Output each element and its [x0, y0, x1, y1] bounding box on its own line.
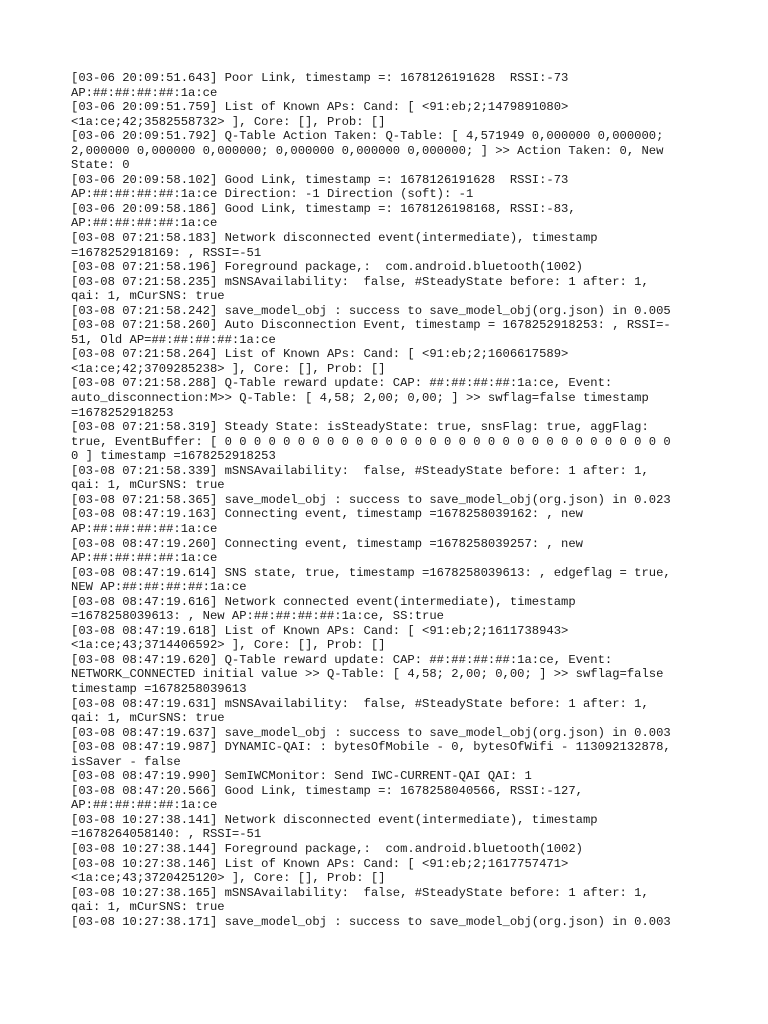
- log-line: =1678258039613: , New AP:##:##:##:##:1a:ce, SS:true: [71, 609, 444, 624]
- log-line: [03-08 07:21:58.339] mSNSAvailability: false, #SteadyState before: 1 after: 1,: [71, 463, 649, 478]
- log-line: 51, Old AP=##:##:##:##:1a:ce: [71, 332, 276, 347]
- log-line: [03-08 08:47:20.566] Good Link, timestamp =: 1678258040566, RSSI:-127,: [71, 783, 583, 798]
- log-line: [03-08 07:21:58.319] Steady State: isSteadyState: true, snsFlag: true, aggFlag:: [71, 420, 649, 435]
- log-line: <1a:ce;42;3582558732> ], Core: [], Prob: []: [71, 114, 386, 129]
- log-line: [03-08 10:27:38.171] save_model_obj : success to save_model_obj(org.json) in 0.003: [71, 914, 671, 929]
- log-line: NEW AP:##:##:##:##:1a:ce: [71, 580, 247, 595]
- log-line: <1a:ce;42;3709285238> ], Core: [], Prob: []: [71, 361, 386, 376]
- log-line: true, EventBuffer: [ 0 0 0 0 0 0 0 0 0 0 0 0 0 0 0 0 0 0 0 0 0 0 0 0 0 0 0 0 0 0 0: [71, 434, 671, 449]
- log-line: [03-08 07:21:58.235] mSNSAvailability: false, #SteadyState before: 1 after: 1,: [71, 274, 649, 289]
- log-line: [03-08 08:47:19.620] Q-Table reward update: CAP: ##:##:##:##:1a:ce, Event:: [71, 652, 613, 667]
- log-line: [03-08 07:21:58.260] Auto Disconnection Event, timestamp = 1678252918253: , RSSI=-: [71, 318, 671, 333]
- log-line: [03-08 08:47:19.637] save_model_obj : success to save_model_obj(org.json) in 0.003: [71, 725, 671, 740]
- log-line: [03-08 07:21:58.288] Q-Table reward update: CAP: ##:##:##:##:1a:ce, Event:: [71, 376, 613, 391]
- log-line: [03-08 08:47:19.618] List of Known APs: Cand: [ <91:eb;2;1611738943>: [71, 623, 569, 638]
- log-line: AP:##:##:##:##:1a:ce: [71, 521, 218, 536]
- log-line: [03-06 20:09:58.102] Good Link, timestamp =: 1678126191628 RSSI:-73: [71, 172, 569, 187]
- log-line: [03-08 08:47:19.163] Connecting event, timestamp =1678258039162: , new: [71, 507, 583, 522]
- log-line: 2,000000 0,000000 0,000000; 0,000000 0,000000 0,000000; ] >> Action Taken: 0, New: [71, 143, 664, 158]
- log-line: [03-06 20:09:58.186] Good Link, timestamp =: 1678126198168, RSSI:-83,: [71, 201, 576, 216]
- log-line: qai: 1, mCurSNS: true: [71, 711, 225, 726]
- log-line: [03-06 20:09:51.792] Q-Table Action Taken: Q-Table: [ 4,571949 0,000000 0,000000;: [71, 129, 664, 144]
- log-line: [03-08 07:21:58.196] Foreground package,: com.android.bluetooth(1002): [71, 260, 583, 275]
- log-line: AP:##:##:##:##:1a:ce: [71, 216, 218, 231]
- log-line: qai: 1, mCurSNS: true: [71, 478, 225, 493]
- log-line: [03-08 07:21:58.242] save_model_obj : success to save_model_obj(org.json) in 0.005: [71, 303, 671, 318]
- log-line: =1678252918253: [71, 405, 174, 420]
- log-line: isSaver - false: [71, 754, 181, 769]
- log-line: [03-08 10:27:38.144] Foreground package,: com.android.bluetooth(1002): [71, 841, 583, 856]
- log-line: [03-08 07:21:58.264] List of Known APs: Cand: [ <91:eb;2;1606617589>: [71, 347, 569, 362]
- log-line: [03-08 10:27:38.146] List of Known APs: Cand: [ <91:eb;2;1617757471>: [71, 856, 569, 871]
- log-line: [03-08 07:21:58.365] save_model_obj : success to save_model_obj(org.json) in 0.023: [71, 492, 671, 507]
- log-line: [03-06 20:09:51.759] List of Known APs: Cand: [ <91:eb;2;1479891080>: [71, 100, 569, 115]
- log-text: [71, 71, 701, 929]
- log-line: [03-08 08:47:19.631] mSNSAvailability: false, #SteadyState before: 1 after: 1,: [71, 696, 649, 711]
- log-line: =1678264058140: , RSSI=-51: [71, 827, 262, 842]
- log-line: [03-08 08:47:19.987] DYNAMIC-QAI: : bytesOfMobile - 0, bytesOfWifi - 113092132878,: [71, 740, 671, 755]
- log-line: <1a:ce;43;3714406592> ], Core: [], Prob: []: [71, 638, 386, 653]
- log-line: [03-08 10:27:38.165] mSNSAvailability: false, #SteadyState before: 1 after: 1,: [71, 885, 649, 900]
- log-line: AP:##:##:##:##:1a:ce Direction: -1 Direction (soft): -1: [71, 187, 474, 202]
- log-line: [03-08 07:21:58.183] Network disconnected event(intermediate), timestamp: [71, 231, 598, 246]
- log-line: qai: 1, mCurSNS: true: [71, 289, 225, 304]
- log-line: auto_disconnection:M>> Q-Table: [ 4,58; 2,00; 0,00; ] >> swflag=false timestamp: [71, 391, 649, 406]
- log-line: =1678252918169: , RSSI=-51: [71, 245, 262, 260]
- log-line: AP:##:##:##:##:1a:ce: [71, 798, 218, 813]
- log-line: 0 ] timestamp =1678252918253: [71, 449, 276, 464]
- log-line: [03-08 08:47:19.614] SNS state, true, timestamp =1678258039613: , edgeflag = true,: [71, 565, 671, 580]
- log-line: [03-08 08:47:19.260] Connecting event, timestamp =1678258039257: , new: [71, 536, 583, 551]
- log-line: timestamp =1678258039613: [71, 681, 247, 696]
- log-line: [03-06 20:09:51.643] Poor Link, timestamp =: 1678126191628 RSSI:-73: [71, 71, 569, 85]
- log-line: State: 0: [71, 158, 130, 173]
- log-line: [03-08 08:47:19.616] Network connected event(intermediate), timestamp: [71, 594, 576, 609]
- log-line: [03-08 08:47:19.990] SemIWCMonitor: Send IWC-CURRENT-QAI QAI: 1: [71, 769, 532, 784]
- log-line: [03-08 10:27:38.141] Network disconnected event(intermediate), timestamp: [71, 812, 598, 827]
- log-line: AP:##:##:##:##:1a:ce: [71, 85, 218, 100]
- log-line: qai: 1, mCurSNS: true: [71, 900, 225, 915]
- log-line: NETWORK_CONNECTED initial value >> Q-Table: [ 4,58; 2,00; 0,00; ] >> swflag=false: [71, 667, 664, 682]
- log-line: <1a:ce;43;3720425120> ], Core: [], Prob: []: [71, 871, 386, 886]
- log-line: AP:##:##:##:##:1a:ce: [71, 551, 218, 566]
